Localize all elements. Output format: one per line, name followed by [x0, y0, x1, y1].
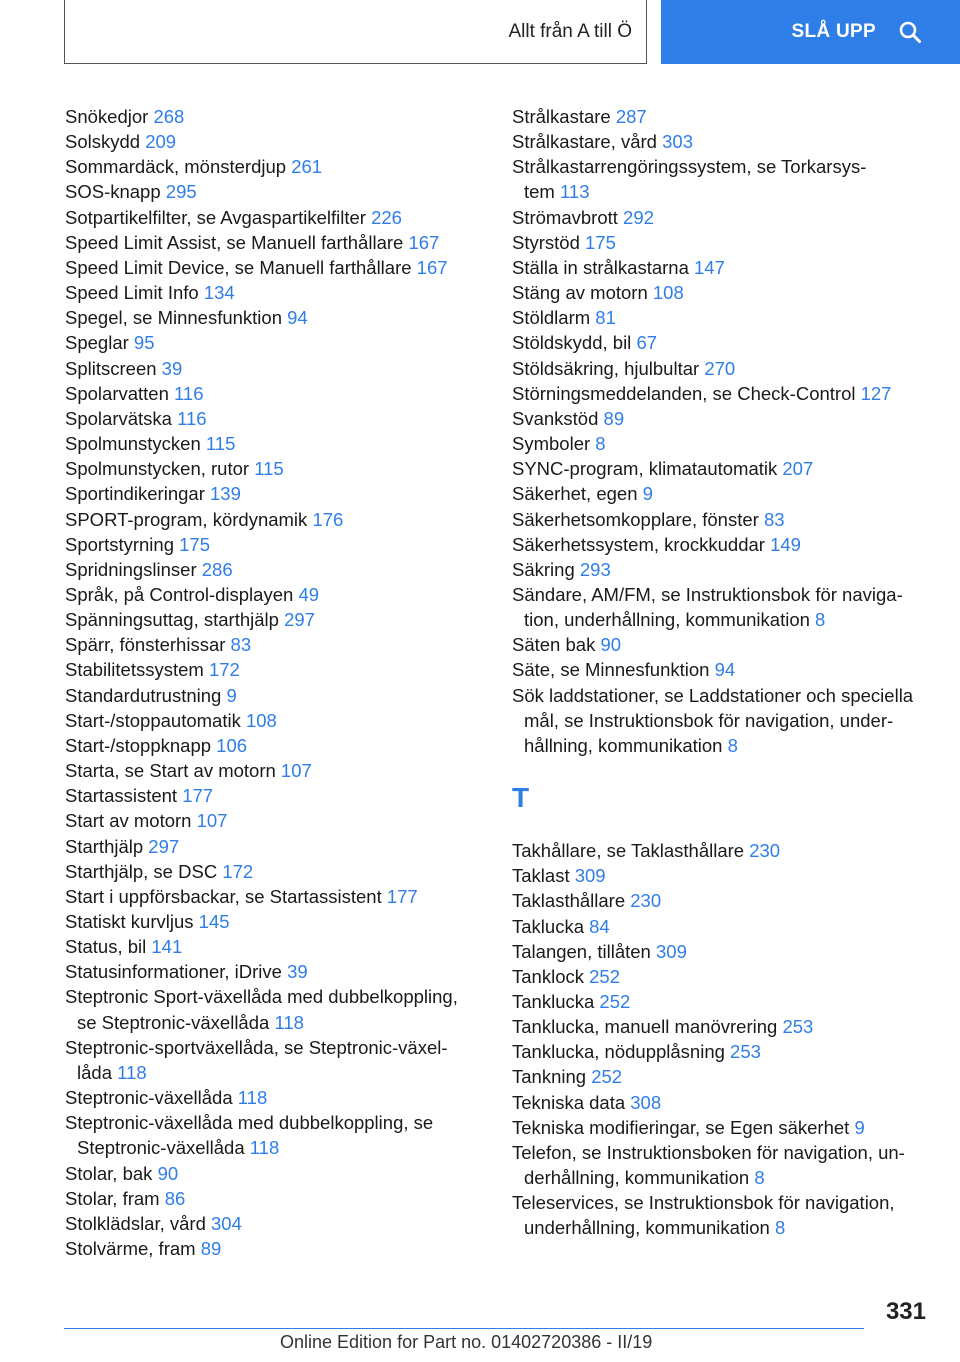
- index-entry[interactable]: [512, 205, 942, 230]
- page-link[interactable]: 252: [599, 991, 631, 1012]
- entry-text: Sommardäck, mönsterdjup: [65, 156, 292, 178]
- entry-text: Starthjälp, se DSC: [65, 860, 223, 882]
- page-link[interactable]: 297: [284, 609, 315, 631]
- page-link[interactable]: 94: [714, 659, 736, 681]
- entry-text: Statusinformationer, iDrive: [65, 961, 288, 983]
- index-entry[interactable]: [65, 305, 485, 330]
- page-link[interactable]: 167: [416, 256, 448, 278]
- page-link[interactable]: 107: [196, 810, 228, 832]
- index-entry[interactable]: [65, 456, 485, 481]
- entry-text: Tanklock: [512, 965, 590, 987]
- index-entry[interactable]: [65, 481, 485, 506]
- entry-text: Svankstöd: [512, 407, 604, 429]
- page-link[interactable]: 118: [249, 1137, 280, 1159]
- index-entry[interactable]: [512, 683, 942, 758]
- page-link[interactable]: 127: [860, 382, 892, 404]
- entry-text: Taklasthållare: [512, 890, 631, 912]
- page-link[interactable]: 309: [574, 865, 606, 887]
- entry-text: Stolar, fram: [65, 1187, 165, 1209]
- index-entry[interactable]: [65, 632, 485, 657]
- footer-edition: Online Edition for Part no. 01402720386 - II/19: [280, 1332, 653, 1352]
- index-entry[interactable]: [65, 406, 485, 431]
- page-link[interactable]: 90: [600, 634, 622, 656]
- index-entry[interactable]: [512, 557, 942, 582]
- page-link[interactable]: 167: [408, 231, 440, 253]
- page-link[interactable]: 287: [615, 106, 647, 127]
- page-link[interactable]: 90: [157, 1162, 179, 1184]
- index-entry[interactable]: [65, 1035, 485, 1085]
- index-entry[interactable]: [512, 888, 942, 913]
- page-link[interactable]: 115: [205, 433, 236, 455]
- entry-text: SOS-knapp: [65, 181, 166, 203]
- index-entry[interactable]: [512, 1014, 942, 1039]
- index-entry[interactable]: [65, 104, 485, 129]
- index-entry[interactable]: [65, 884, 485, 909]
- entry-text: Säkerhetsomkopplare, fönster: [512, 508, 764, 530]
- entry-text: Stöldlarm: [512, 307, 596, 329]
- entry-text: låda: [77, 1061, 118, 1083]
- index-entry[interactable]: [65, 532, 485, 557]
- index-entry[interactable]: [65, 934, 485, 959]
- entry-text: Stabilitetssystem: [65, 659, 209, 681]
- page-link[interactable]: 303: [662, 131, 693, 153]
- index-entry[interactable]: [512, 989, 942, 1014]
- entry-text: Strålkastare: [512, 106, 616, 127]
- entry-text: Symboler: [512, 433, 596, 455]
- index-entry[interactable]: [65, 959, 485, 984]
- entry-text: Talangen, tillåten: [512, 940, 656, 962]
- entry-text: Tanklucka: [512, 991, 600, 1012]
- page-link[interactable]: 270: [704, 357, 736, 379]
- entry-text: Startassistent: [65, 785, 183, 807]
- index-entry[interactable]: [65, 507, 485, 532]
- page-link[interactable]: 118: [237, 1087, 268, 1109]
- index-entry[interactable]: [65, 1211, 485, 1236]
- entry-text: Solskydd: [65, 131, 146, 153]
- index-entry[interactable]: [512, 863, 942, 888]
- entry-text: Steptronic-växellåda: [77, 1137, 250, 1159]
- page-link[interactable]: 89: [603, 407, 625, 429]
- entry-text: Sök laddstationer, se Laddstationer och speciella: [512, 684, 914, 706]
- entry-text: Splitscreen: [65, 357, 162, 379]
- entry-text: Stöldskydd, bil: [512, 332, 637, 354]
- entry-text: Strålkastare, vård: [512, 131, 663, 153]
- index-entry[interactable]: [65, 758, 485, 783]
- index-entry[interactable]: [512, 431, 942, 456]
- entry-text: tem: [524, 181, 560, 203]
- page-link[interactable]: 8: [754, 1167, 765, 1189]
- entry-text: SYNC-program, klimatautomatik: [512, 458, 783, 480]
- entry-text: Tanklucka, manuell manövrering: [512, 1016, 783, 1038]
- page-link[interactable]: 113: [559, 181, 590, 203]
- entry-text: Starta, se Start av motorn: [65, 760, 281, 782]
- index-entry[interactable]: [512, 838, 942, 863]
- index-entry[interactable]: [512, 129, 942, 154]
- entry-text: Spegel, se Minnesfunktion: [65, 307, 288, 329]
- entry-text: Sotpartikelfilter, se Avgaspartikelfilter: [65, 206, 372, 228]
- search-label: SLÅ UPP: [791, 21, 876, 42]
- entry-text: Säte, se Minnesfunktion: [512, 659, 715, 681]
- entry-text: Säkerhet, egen: [512, 483, 643, 505]
- index-column-right: [512, 104, 942, 1241]
- entry-text: Speed Limit Device, se Manuell farthållare: [65, 256, 417, 278]
- entry-text: Steptronic-växellåda med dubbelkoppling, se: [65, 1112, 434, 1134]
- page-link[interactable]: 39: [287, 961, 308, 983]
- index-entry[interactable]: [512, 532, 942, 557]
- entry-text: Teleservices, se Instruktionsbok för navigation,: [512, 1192, 895, 1214]
- page-link[interactable]: 115: [254, 458, 284, 480]
- index-entry[interactable]: [512, 154, 942, 204]
- index-entry[interactable]: [512, 230, 942, 255]
- page-link[interactable]: 252: [591, 1066, 623, 1088]
- entry-text: SPORT-program, kördynamik: [65, 508, 313, 530]
- index-entry[interactable]: [512, 632, 942, 657]
- page-link[interactable]: 9: [642, 483, 653, 505]
- page-link[interactable]: 8: [595, 433, 606, 455]
- entry-text: Spolmunstycken, rutor: [65, 458, 255, 480]
- entry-text: Status, bil: [65, 936, 152, 958]
- index-entry[interactable]: [512, 657, 942, 682]
- page-link[interactable]: 95: [133, 332, 155, 354]
- entry-text: Spärr, fönsterhissar: [65, 634, 231, 656]
- entry-text: Sportindikeringar: [65, 483, 210, 505]
- page-link[interactable]: 83: [763, 508, 785, 530]
- index-entry[interactable]: [65, 1236, 485, 1261]
- page-link[interactable]: 8: [815, 609, 826, 631]
- page-link[interactable]: 67: [636, 332, 658, 354]
- page-number: 331: [885, 1298, 926, 1325]
- index-entry[interactable]: [65, 808, 485, 833]
- index-entry[interactable]: [65, 356, 485, 381]
- entry-text: Ställa in strålkastarna: [512, 256, 695, 278]
- page-link[interactable]: 175: [179, 533, 211, 555]
- page-link[interactable]: 226: [371, 206, 402, 228]
- index-entry[interactable]: [65, 230, 485, 255]
- index-entry[interactable]: [512, 1064, 942, 1089]
- entry-text: Steptronic-växellåda: [65, 1087, 238, 1109]
- entry-text: Tankning: [512, 1066, 592, 1088]
- page-link[interactable]: 149: [770, 533, 801, 555]
- page-link[interactable]: 108: [652, 282, 684, 304]
- index-entry[interactable]: [512, 456, 942, 481]
- page-link[interactable]: 8: [727, 734, 738, 756]
- index-entry[interactable]: [512, 305, 942, 330]
- entry-text: Spridningslinser: [65, 558, 202, 580]
- entry-text: Statiskt kurvljus: [65, 911, 199, 932]
- index-entry[interactable]: [65, 1085, 485, 1110]
- index-entry[interactable]: [65, 129, 485, 154]
- page-link[interactable]: 207: [782, 458, 814, 480]
- entry-text: hållning, kommunikation: [524, 734, 728, 756]
- entry-text: Sportstyrning: [65, 533, 180, 555]
- index-column-left: [65, 104, 485, 1261]
- search-icon: [898, 20, 922, 44]
- index-entry[interactable]: [512, 1039, 942, 1064]
- page-link[interactable]: 9: [226, 684, 237, 706]
- entry-text: Standardutrustning: [65, 684, 227, 706]
- page-link[interactable]: 145: [198, 911, 230, 932]
- entry-text: Spänningsuttag, starthjälp: [65, 609, 285, 631]
- entry-text: Stäng av motorn: [512, 282, 653, 304]
- entry-text: Snökedjor: [65, 106, 154, 127]
- index-entry[interactable]: [65, 154, 485, 179]
- entry-text: Säkring: [512, 558, 580, 580]
- index-entry[interactable]: [512, 381, 942, 406]
- index-entry[interactable]: [65, 1186, 485, 1211]
- index-entry[interactable]: [65, 582, 485, 607]
- page-link[interactable]: 177: [182, 785, 214, 807]
- entry-text: Steptronic Sport-växellåda med dubbelkoppling,: [65, 986, 458, 1008]
- index-entry[interactable]: [512, 1115, 942, 1140]
- entry-text: Speed Limit Assist, se Manuell farthållare: [65, 231, 409, 253]
- page-link[interactable]: 295: [165, 181, 197, 203]
- page-link[interactable]: 293: [579, 558, 611, 580]
- entry-text: Säkerhetssystem, krockkuddar: [512, 533, 771, 555]
- index-entry[interactable]: [512, 1190, 942, 1240]
- entry-text: Tanklucka, nödupplåsning: [512, 1041, 731, 1063]
- page-link[interactable]: 118: [117, 1061, 147, 1083]
- index-entry[interactable]: [65, 859, 485, 884]
- page-link[interactable]: 172: [222, 860, 254, 882]
- index-entry[interactable]: [512, 507, 942, 532]
- index-entry[interactable]: [65, 607, 485, 632]
- page-link[interactable]: 308: [630, 1091, 662, 1113]
- entry-text: derhållning, kommunikation: [524, 1167, 755, 1189]
- index-entry[interactable]: [65, 431, 485, 456]
- page-link[interactable]: 286: [201, 558, 233, 580]
- index-entry[interactable]: [65, 834, 485, 859]
- page-link[interactable]: 107: [280, 760, 312, 782]
- entry-text: Stolar, bak: [65, 1162, 158, 1184]
- entry-text: mål, se Instruktionsbok för navigation, under‐: [524, 709, 894, 731]
- index-entry[interactable]: [512, 481, 942, 506]
- page-link[interactable]: 106: [216, 734, 248, 756]
- entry-text: Sändare, AM/FM, se Instruktionsbok för naviga‐: [512, 583, 903, 605]
- index-entry[interactable]: [512, 582, 942, 632]
- page-link[interactable]: 292: [623, 206, 654, 228]
- index-entry[interactable]: [65, 683, 485, 708]
- index-entry[interactable]: [65, 783, 485, 808]
- page-link[interactable]: 116: [177, 407, 207, 429]
- index-entry[interactable]: [512, 280, 942, 305]
- page-link[interactable]: 252: [589, 965, 620, 987]
- index-entry[interactable]: [512, 330, 942, 355]
- index-entry[interactable]: [65, 557, 485, 582]
- entry-text: tion, underhållning, kommunikation: [524, 609, 816, 631]
- entry-text: Stolvärme, fram: [65, 1238, 201, 1260]
- entry-text: Starthjälp: [65, 835, 149, 857]
- index-entry[interactable]: [512, 964, 942, 989]
- index-entry[interactable]: [512, 939, 942, 964]
- index-entry[interactable]: [65, 205, 485, 230]
- page-link[interactable]: 94: [287, 307, 308, 329]
- index-entry[interactable]: [512, 104, 942, 129]
- entry-text: Start-/stoppknapp: [65, 734, 217, 756]
- entry-text: Steptronic-sportväxellåda, se Steptronic-växel‐: [65, 1036, 448, 1058]
- page-link[interactable]: 147: [694, 256, 725, 278]
- index-entry[interactable]: [65, 657, 485, 682]
- page-link[interactable]: 108: [245, 709, 277, 731]
- entry-text: Språk, på Control-displayen: [65, 583, 299, 605]
- entry-text: Telefon, se Instruktionsboken för navigation, un‐: [512, 1141, 905, 1163]
- page-link[interactable]: 118: [274, 1011, 304, 1033]
- page-link[interactable]: 253: [730, 1041, 761, 1063]
- entry-text: Stöldsäkring, hjulbultar: [512, 357, 705, 379]
- page-link[interactable]: 261: [291, 156, 323, 178]
- page-link[interactable]: 9: [854, 1116, 865, 1138]
- index-entry[interactable]: [512, 406, 942, 431]
- page-link[interactable]: 297: [148, 835, 180, 857]
- index-entry[interactable]: [65, 708, 485, 733]
- page-link[interactable]: 175: [585, 231, 616, 253]
- page-link[interactable]: 176: [312, 508, 344, 530]
- index-title: Allt från A till Ö: [508, 20, 632, 42]
- entry-text: Styrstöd: [512, 231, 585, 253]
- entry-text: Start-/stoppautomatik: [65, 709, 246, 731]
- entry-text: se Steptronic-växellåda: [77, 1011, 275, 1033]
- page-link[interactable]: 86: [164, 1187, 186, 1209]
- index-entry[interactable]: [65, 909, 485, 934]
- page-link[interactable]: 8: [774, 1217, 786, 1239]
- entry-text: Störningsmeddelanden, se Check-Control: [512, 382, 861, 404]
- page-link[interactable]: 268: [153, 106, 185, 127]
- entry-text: Takhållare, se Taklasthållare: [512, 840, 750, 862]
- index-entry[interactable]: [65, 1161, 485, 1186]
- page-link[interactable]: 230: [749, 840, 781, 862]
- entry-text: Tekniska data: [512, 1091, 631, 1113]
- page-link[interactable]: 253: [782, 1016, 814, 1038]
- entry-text: Spolmunstycken: [65, 433, 206, 455]
- search-button[interactable]: [661, 0, 960, 64]
- entry-text: Säten bak: [512, 634, 601, 656]
- page-link[interactable]: 81: [595, 307, 616, 329]
- page-link[interactable]: 177: [386, 885, 418, 907]
- page-link[interactable]: 141: [151, 936, 183, 958]
- entry-text: Tekniska modifieringar, se Egen säkerhet: [512, 1116, 855, 1138]
- page-link[interactable]: 39: [161, 357, 183, 379]
- page-link[interactable]: 172: [208, 659, 240, 681]
- page-link[interactable]: 209: [145, 131, 177, 153]
- page-link[interactable]: 84: [589, 915, 610, 937]
- index-entry[interactable]: [65, 733, 485, 758]
- page-link[interactable]: 304: [211, 1212, 242, 1234]
- section-letter-t: T: [512, 782, 530, 814]
- entry-text: Start av motorn: [65, 810, 197, 832]
- index-entry[interactable]: [65, 179, 485, 204]
- index-entry[interactable]: [65, 280, 485, 305]
- footer-divider: [64, 1328, 864, 1329]
- index-entry[interactable]: [65, 381, 485, 406]
- index-entry[interactable]: [65, 1110, 485, 1160]
- entry-text: Taklast: [512, 865, 575, 887]
- page-link[interactable]: 230: [630, 890, 662, 912]
- entry-text: Taklucka: [512, 915, 590, 937]
- entry-text: Speed Limit Info: [65, 282, 204, 304]
- entry-text: Speglar: [65, 332, 134, 354]
- index-title-tab[interactable]: [64, 0, 647, 64]
- page-link[interactable]: 134: [203, 282, 235, 304]
- entry-text: Start i uppförsbackar, se Startassistent: [65, 885, 387, 907]
- index-entry[interactable]: [65, 330, 485, 355]
- entry-text: Spolarvatten: [65, 382, 175, 404]
- page-link[interactable]: 83: [230, 634, 252, 656]
- page-link[interactable]: 89: [200, 1238, 222, 1260]
- page-link[interactable]: 116: [174, 382, 204, 404]
- page-link[interactable]: 139: [210, 483, 241, 505]
- index-entry[interactable]: [512, 914, 942, 939]
- entry-text: Strålkastarrengöringssystem, se Torkarsys‐: [512, 156, 867, 178]
- index-entry[interactable]: [512, 1140, 942, 1190]
- entry-text: Stolklädslar, vård: [65, 1212, 212, 1234]
- entry-text: underhållning, kommunikation: [524, 1217, 775, 1239]
- page-link[interactable]: 49: [298, 583, 320, 605]
- entry-text: Spolarvätska: [65, 407, 178, 429]
- entry-text: Strömavbrott: [512, 206, 624, 228]
- index-entry[interactable]: [65, 255, 485, 280]
- index-entry[interactable]: [512, 255, 942, 280]
- index-entry[interactable]: [512, 1090, 942, 1115]
- index-entry[interactable]: [65, 984, 485, 1034]
- page-link[interactable]: 309: [656, 940, 687, 962]
- index-entry[interactable]: [512, 356, 942, 381]
